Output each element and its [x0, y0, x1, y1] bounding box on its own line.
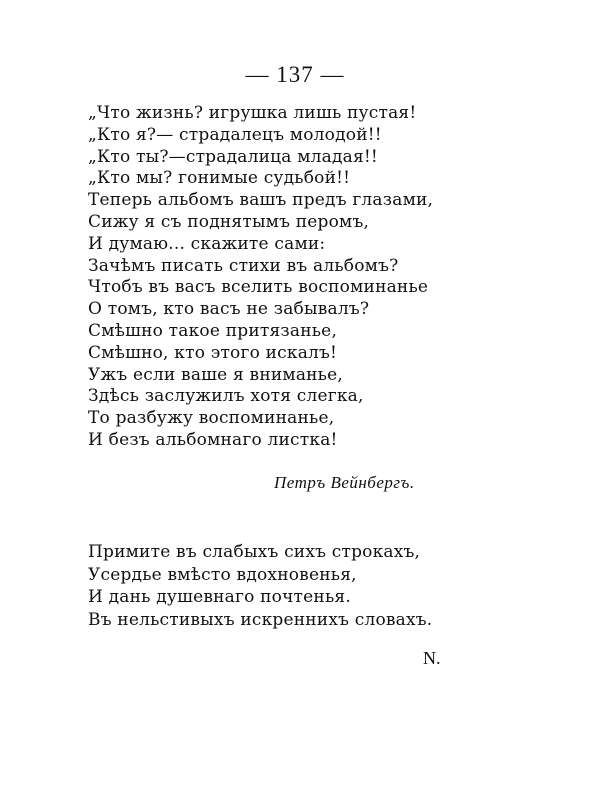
poem-line: Теперь альбомъ вашъ предъ глазами, — [88, 190, 434, 211]
author-initial: N. — [423, 648, 441, 668]
poem-first — [88, 103, 568, 452]
poem-line: Чтобъ въ васъ вселить воспоминанье — [88, 277, 429, 298]
poem-line: Усердье вмѣсто вдохновенья, — [88, 564, 357, 585]
poem-line: Сижу я съ поднятымъ перомъ, — [88, 211, 370, 232]
poem-line: „Кто ты?—страдалица младая!! — [88, 146, 378, 167]
poem-line: И безъ альбомнаго листка! — [88, 429, 338, 450]
page-number: — 137 — — [245, 62, 345, 87]
poem-line: И дань душевнаго почтенья. — [88, 587, 351, 607]
poem-line: Смѣшно такое притязанье, — [88, 320, 338, 341]
poem-line: Въ нельстивыхъ искреннихъ словахъ. — [88, 609, 433, 630]
poem-line: „Кто мы? гонимые судьбой!! — [88, 168, 351, 189]
author-signature: Петръ Вейнбергъ. — [274, 473, 415, 492]
poem-line: Ужъ если ваше я вниманье, — [88, 364, 344, 385]
poem-line: О томъ, кто васъ не забывалъ? — [88, 299, 370, 320]
poem-line: „Кто я?— страдалецъ молодой!! — [88, 124, 382, 145]
poem-line: „Что жизнь? игрушка лишь пустая! — [88, 103, 417, 123]
poem-second — [88, 541, 568, 631]
poem-line: То разбужу воспоминанье, — [88, 408, 335, 429]
poem-line: И думаю... скажите сами: — [88, 233, 326, 254]
poem-line: Примите въ слабыхъ сихъ строкахъ, — [88, 542, 421, 562]
poem-line: Зачѣмъ писать стихи въ альбомъ? — [88, 255, 399, 276]
poem-line: Здѣсь заслужилъ хотя слегка, — [88, 386, 364, 407]
poem-line: Смѣшно, кто этого искалъ! — [88, 342, 338, 363]
